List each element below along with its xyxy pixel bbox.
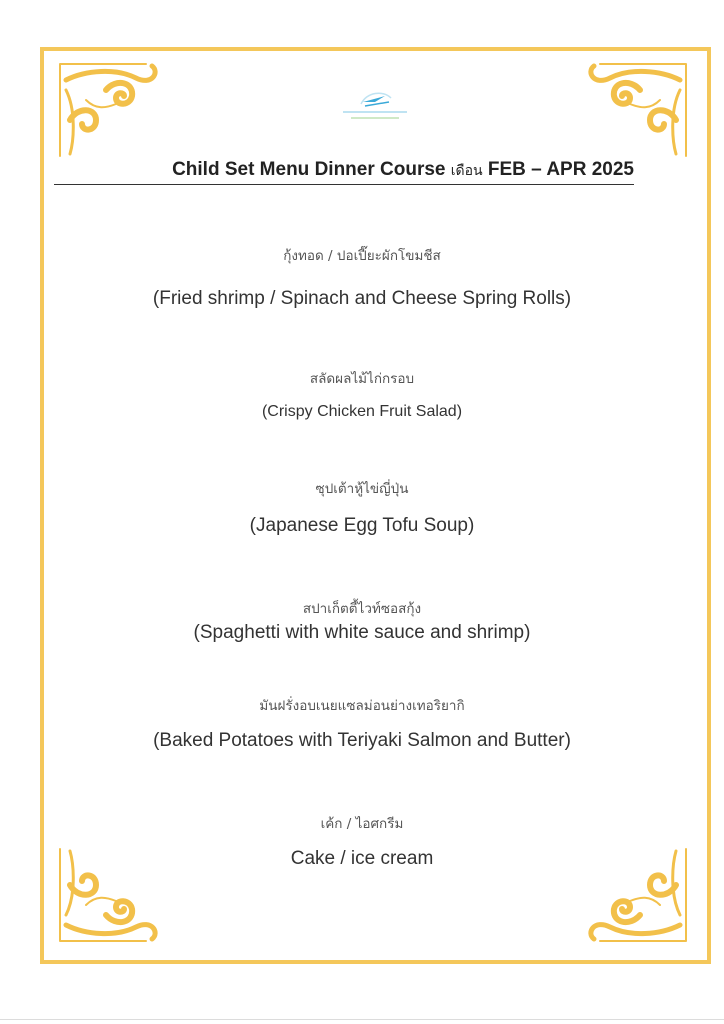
menu-item-english: (Baked Potatoes with Teriyaki Salmon and Butter)	[153, 730, 571, 751]
menu-item-thai: ซุปเต้าหู้ไข่ญี่ปุ่น	[315, 481, 409, 497]
menu-item-english: (Crispy Chicken Fruit Salad)	[261, 403, 463, 420]
corner-ornament-icon	[578, 60, 690, 160]
menu-item-english: (Spaghetti with white sauce and shrimp)	[193, 622, 531, 643]
company-logo	[335, 82, 415, 124]
title-thai-month: เดือน	[450, 162, 483, 178]
menu-item-thai: สปาเก็ตตี้ไวท์ซอสกุ้ง	[302, 601, 422, 617]
title-english: Child Set Menu Dinner Course	[172, 159, 446, 180]
menu-item-thai: มันฝรั่งอบเนยแซลม่อนย่างเทอริยากิ	[259, 698, 465, 714]
menu-item-english: (Japanese Egg Tofu Soup)	[249, 515, 475, 536]
menu-title-row	[54, 156, 634, 185]
menu-item-english: Cake / ice cream	[290, 848, 434, 869]
page-title	[172, 159, 634, 182]
menu-item-english: (Fried shrimp / Spinach and Cheese Spring Rolls)	[152, 288, 572, 309]
menu-item-thai: เค้ก / ไอศกรีม	[320, 816, 404, 832]
page-edge-divider	[0, 1019, 724, 1020]
corner-ornament-icon	[56, 60, 168, 160]
menu-item-thai: สลัดผลไม้ไก่กรอบ	[309, 371, 415, 387]
title-period: FEB – APR 2025	[487, 159, 634, 180]
menu-item-thai: กุ้งทอด / ปอเปี๊ยะผักโขมชีส	[283, 248, 441, 264]
